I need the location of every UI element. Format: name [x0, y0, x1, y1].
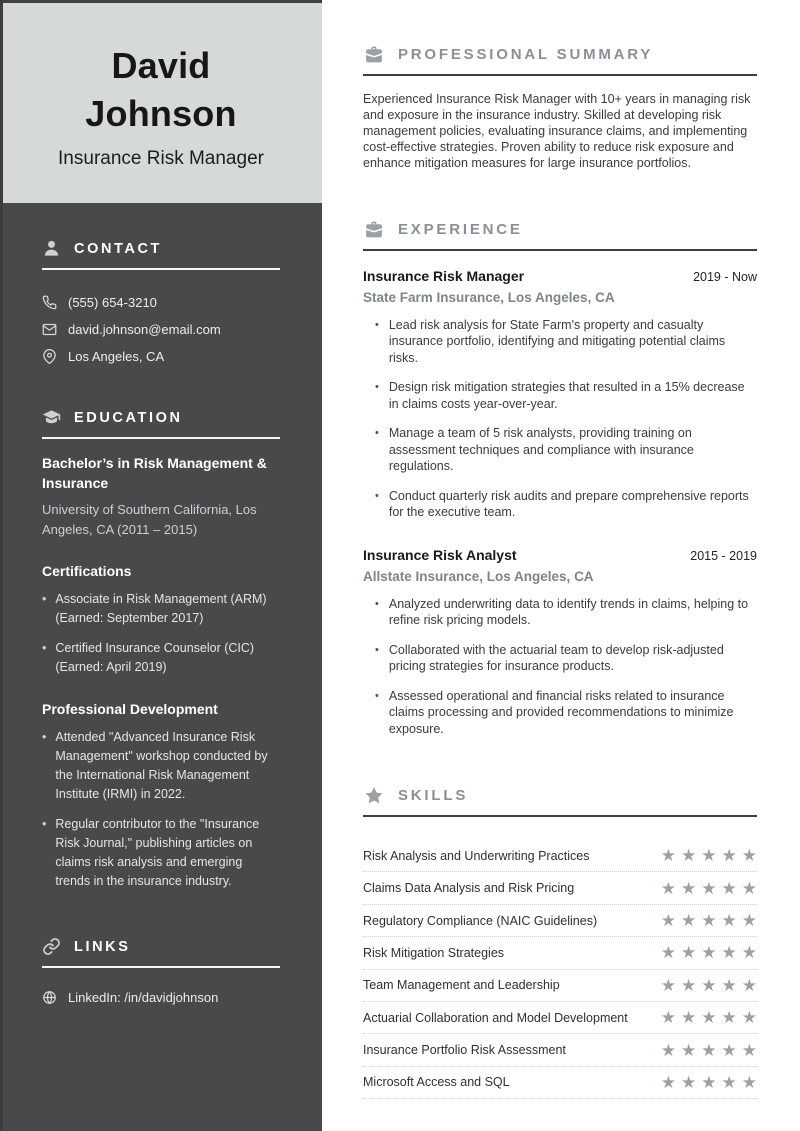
skill-rating [661, 912, 757, 929]
candidate-name [85, 42, 236, 138]
bullet-dot: • [42, 817, 47, 831]
list-item [42, 815, 280, 891]
bullet-dot: • [42, 592, 47, 606]
skill-name: Microsoft Access and SQL [363, 1075, 510, 1090]
bullet-dot: • [375, 597, 379, 610]
skill-row [363, 905, 757, 937]
links-heading-label: LINKS [74, 938, 131, 955]
bullet-dot: • [42, 641, 47, 655]
summary-section [363, 44, 757, 172]
contact-heading-label: CONTACT [74, 240, 163, 257]
star-icon: ★ [701, 943, 717, 963]
contact-list [42, 295, 280, 364]
skill-rating [661, 944, 757, 961]
star-icon: ★ [681, 975, 697, 995]
star-icon: ★ [681, 1072, 697, 1092]
job-title: Insurance Risk Analyst [363, 546, 517, 563]
star-icon: ★ [721, 1072, 737, 1092]
skill-rating [661, 1009, 757, 1026]
skill-rating [661, 1042, 757, 1059]
candidate-title: Insurance Risk Manager [58, 148, 264, 169]
location-value: Los Angeles, CA [68, 349, 165, 364]
main-column [322, 0, 800, 1131]
skill-rating [661, 847, 757, 864]
star-icon: ★ [681, 911, 697, 930]
bullet-dot: • [42, 730, 47, 744]
job-entry [363, 547, 757, 738]
skill-name: Actuarial Collaboration and Model Development [363, 1010, 628, 1025]
degree-title: Bachelor’s in Risk Management & Insurance [42, 455, 267, 491]
job-header [363, 268, 757, 284]
links-section [42, 937, 280, 1005]
job-bullet-text: Manage a team of 5 risk analysts, providing training on assessment techniques and compliance with insurance regulations. [388, 426, 694, 474]
links-heading [42, 937, 280, 956]
certifications-list [42, 590, 280, 677]
bullet-dot: • [375, 318, 379, 331]
star-icon: ★ [741, 846, 757, 866]
job-bullets [363, 596, 757, 738]
linkedin-row[interactable] [42, 990, 280, 1005]
page-left-edge [0, 0, 3, 1131]
candidate-name-line1: David [111, 45, 211, 86]
star-icon: ★ [701, 1008, 717, 1028]
list-item [375, 596, 757, 629]
skills-heading-label: SKILLS [398, 787, 469, 805]
summary-divider [363, 74, 757, 76]
star-icon: ★ [660, 911, 676, 930]
education-heading [42, 408, 280, 427]
skill-rating [661, 1074, 757, 1091]
job-bullet-text: Lead risk analysis for State Farm's property and casualty insurance portfolio, identifying and mitigating potential claims risks. [388, 317, 726, 365]
name-header [0, 0, 322, 203]
skill-row [363, 937, 757, 969]
education-heading-label: EDUCATION [74, 409, 183, 426]
skill-row [363, 872, 757, 904]
job-company: Allstate Insurance, Los Angeles, CA [363, 568, 594, 584]
star-icon: ★ [660, 1040, 676, 1060]
skills-section [363, 785, 757, 1099]
list-item [42, 728, 280, 804]
skills-table [363, 840, 757, 1099]
list-item [375, 688, 757, 738]
contact-location-row [42, 349, 280, 364]
phone-value: (555) 654-3210 [68, 295, 157, 310]
job-dates: 2019 - Now [693, 269, 757, 284]
star-icon: ★ [721, 1008, 737, 1028]
star-icon: ★ [741, 878, 757, 898]
job-header [363, 547, 757, 563]
star-icon: ★ [741, 911, 757, 930]
contact-divider [42, 268, 280, 270]
skill-row [363, 1034, 757, 1066]
sidebar [0, 0, 322, 1131]
list-item [375, 425, 757, 475]
star-icon: ★ [721, 943, 737, 963]
email-icon [42, 322, 57, 337]
education-section [42, 408, 280, 891]
skill-rating [661, 880, 757, 897]
star-icon: ★ [681, 1040, 697, 1060]
list-item [375, 488, 757, 521]
star-icon: ★ [681, 943, 697, 963]
candidate-name-line2: Johnson [85, 93, 237, 134]
summary-text: Experienced Insurance Risk Manager with 10+ years in managing risk and exposure in the insurance industry. Skilled at developing risk management policies, evaluating insurance claims, and implementing cost-effective strategies. Proven ability to reduce risk exposure and enhance mitigation measures for large insurance portfolios. [363, 92, 751, 170]
skill-name: Risk Analysis and Underwriting Practices [363, 848, 590, 863]
star-icon: ★ [701, 911, 717, 930]
star-icon: ★ [681, 1008, 697, 1028]
links-divider [42, 966, 280, 968]
linkedin-link[interactable]: LinkedIn: /in/davidjohnson [68, 990, 219, 1005]
skill-name: Claims Data Analysis and Risk Pricing [363, 881, 575, 896]
education-divider [42, 437, 280, 439]
experience-section [363, 219, 757, 738]
contact-heading [42, 239, 280, 258]
link-icon [42, 937, 61, 956]
star-icon: ★ [741, 1008, 757, 1028]
star-icon: ★ [721, 878, 737, 898]
school-name: University of Southern California, Los Angeles, CA (2011 – 2015) [42, 502, 257, 537]
development-text: Attended "Advanced Insurance Risk Management" workshop conducted by the International Risk Management Institute (IRMI) in 2022. [55, 730, 268, 801]
skill-name: Team Management and Leadership [363, 978, 560, 993]
star-icon: ★ [681, 846, 697, 866]
star-icon: ★ [660, 1008, 676, 1028]
contact-section [42, 239, 280, 364]
phone-icon [42, 295, 57, 310]
skill-row [363, 1067, 757, 1099]
star-icon: ★ [660, 943, 676, 963]
location-icon [42, 349, 57, 364]
star-icon: ★ [741, 975, 757, 995]
person-icon [42, 239, 61, 258]
contact-email-row[interactable] [42, 322, 280, 337]
experience-heading-label: EXPERIENCE [398, 220, 523, 238]
list-item [375, 642, 757, 675]
bullet-dot: • [375, 643, 379, 656]
star-icon: ★ [721, 1040, 737, 1060]
skill-row [363, 1002, 757, 1034]
job-title: Insurance Risk Manager [363, 267, 525, 284]
star-icon: ★ [721, 846, 737, 866]
job-dates: 2015 - 2019 [690, 548, 757, 563]
star-icon: ★ [660, 846, 676, 866]
skills-divider [363, 815, 757, 817]
sidebar-content [0, 239, 322, 1005]
star-icon: ★ [681, 878, 697, 898]
globe-icon [42, 990, 57, 1005]
contact-phone-row [42, 295, 280, 310]
star-icon: ★ [701, 846, 717, 866]
job-bullet-text: Analyzed underwriting data to identify trends in claims, helping to refine risk pricing models. [388, 596, 749, 628]
skill-name: Insurance Portfolio Risk Assessment [363, 1043, 566, 1058]
development-list [42, 728, 280, 891]
briefcase-icon [363, 44, 385, 65]
list-item [375, 379, 757, 412]
star-icon: ★ [741, 943, 757, 963]
star-icon: ★ [701, 878, 717, 898]
skill-row [363, 840, 757, 872]
bullet-dot: • [375, 427, 379, 440]
development-subheading: Professional Development [42, 701, 218, 717]
job-bullet-text: Conduct quarterly risk audits and prepare comprehensive reports for the executive team. [388, 488, 749, 520]
certifications-subheading: Certifications [42, 563, 132, 579]
job-bullet-text: Collaborated with the actuarial team to develop risk-adjusted pricing strategies for insurance products. [388, 642, 724, 674]
job-company: State Farm Insurance, Los Angeles, CA [363, 289, 615, 305]
bullet-dot: • [375, 381, 379, 394]
star-icon: ★ [701, 1040, 717, 1060]
email-value[interactable]: david.johnson@email.com [68, 322, 221, 337]
star-icon: ★ [741, 1072, 757, 1092]
links-list [42, 990, 280, 1005]
summary-heading [363, 44, 757, 65]
job-bullet-text: Design risk mitigation strategies that resulted in a 15% decrease in claims costs year-over-year. [388, 380, 745, 411]
list-item [42, 590, 280, 628]
skill-rating [661, 977, 757, 994]
job-entry [363, 268, 757, 521]
skill-name: Regulatory Compliance (NAIC Guidelines) [363, 913, 598, 928]
star-icon [363, 785, 385, 806]
job-bullets [363, 317, 757, 521]
star-icon: ★ [660, 1072, 676, 1092]
star-icon: ★ [701, 1072, 717, 1092]
summary-heading-label: PROFESSIONAL SUMMARY [398, 46, 654, 63]
star-icon: ★ [721, 975, 737, 995]
experience-divider [363, 249, 757, 251]
star-icon: ★ [701, 975, 717, 995]
star-icon: ★ [741, 1040, 757, 1060]
list-item [42, 639, 280, 677]
briefcase-icon [363, 219, 385, 240]
skill-row [363, 970, 757, 1002]
certification-text: Associate in Risk Management (ARM) (Earned: September 2017) [55, 592, 267, 625]
bullet-dot: • [375, 689, 379, 702]
star-icon: ★ [660, 878, 676, 898]
star-icon: ★ [660, 975, 676, 995]
experience-heading [363, 219, 757, 240]
graduation-cap-icon [42, 408, 61, 427]
star-icon: ★ [721, 911, 737, 930]
skills-heading [363, 785, 757, 806]
development-text: Regular contributor to the "Insurance Risk Journal," publishing articles on claims risk analysis and emerging trends in the insurance industry. [55, 817, 260, 888]
list-item [375, 317, 757, 367]
job-bullet-text: Assessed operational and financial risks related to insurance claims processing and provided recommendations to minimize exposure. [388, 688, 734, 736]
certification-text: Certified Insurance Counselor (CIC) (Earned: April 2019) [55, 641, 255, 674]
bullet-dot: • [375, 489, 379, 502]
skill-name: Risk Mitigation Strategies [363, 945, 505, 960]
